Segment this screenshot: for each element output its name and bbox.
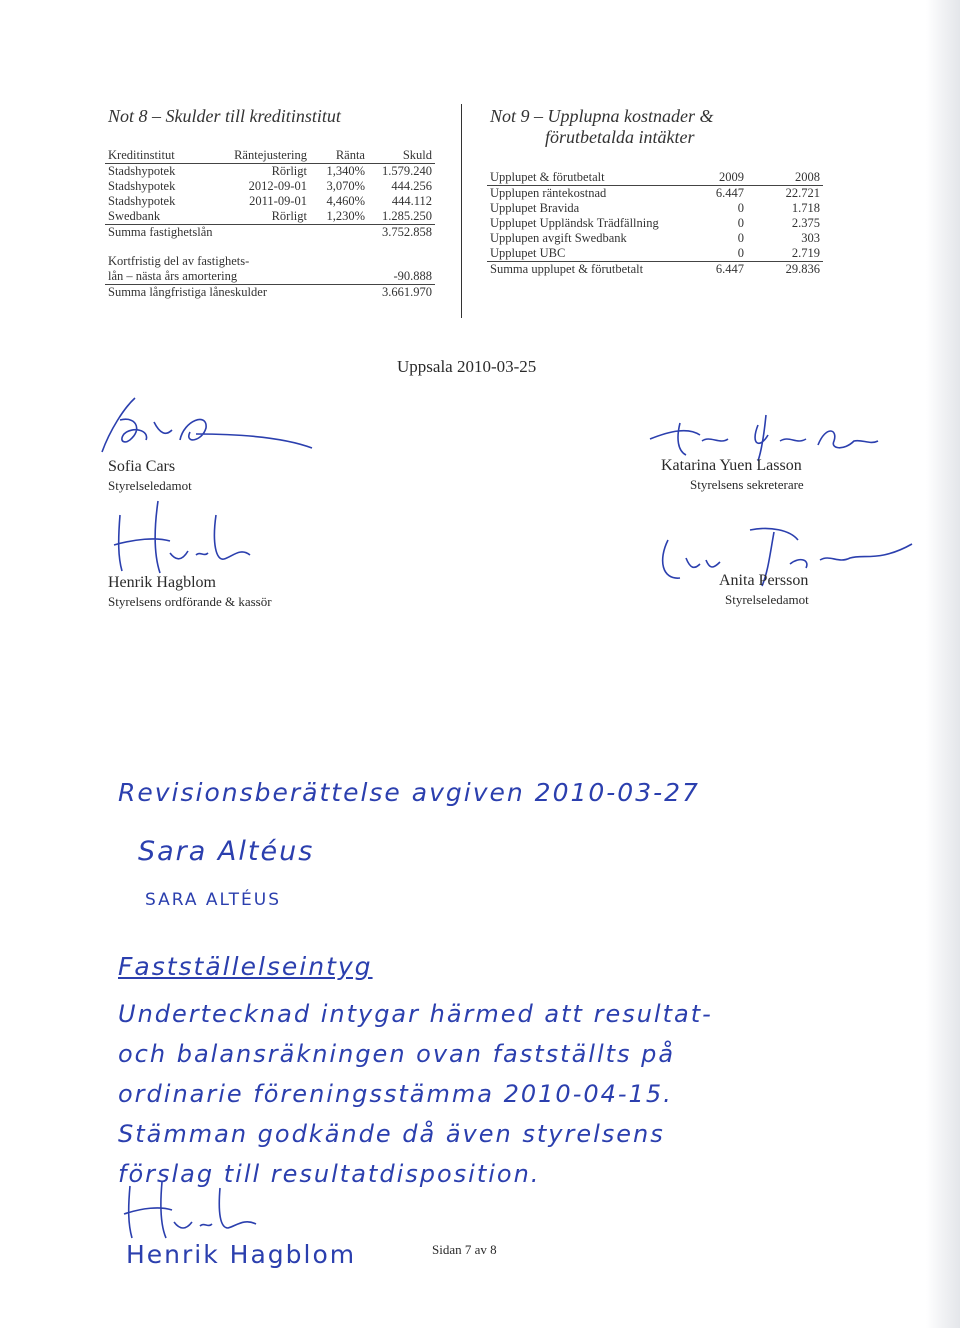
handwritten-auditor-print: SARA ALTÉUS: [145, 890, 282, 910]
handwritten-heading: Fastställelseintyg: [118, 952, 373, 981]
note9-sum-2008: 29.836: [747, 262, 823, 278]
note9-header-2008: 2008: [747, 170, 823, 186]
note8-cell: 1.579.240: [382, 164, 432, 178]
note9-cell: Upplupen avgift Swedbank: [490, 231, 627, 245]
page-edge-shadow: [926, 0, 960, 1328]
table-row: [105, 164, 435, 180]
note8-cell: 1,340%: [326, 164, 365, 178]
signature-sofia-cars: [80, 390, 320, 465]
note8-sum-row: [105, 225, 435, 241]
handwritten-body-line-1: Undertecknad intygar härmed att resultat-: [118, 1000, 713, 1028]
note9-header-row: [487, 170, 823, 186]
note8-cell: 4,460%: [326, 194, 365, 208]
note8-header-institut: Kreditinstitut: [105, 148, 215, 164]
note8-cell: 2011-09-01: [249, 194, 307, 208]
note9-cell: Upplupet Bravida: [490, 201, 580, 215]
note9-header-2009: 2009: [687, 170, 747, 186]
note8-title: Not 8 – Skulder till kreditinstitut: [108, 106, 341, 126]
note8-cell: Swedbank: [108, 209, 161, 223]
note9-cell: 22.721: [785, 186, 820, 200]
note9-cell: 0: [737, 216, 744, 230]
note8-sum-langfristiga-value: 3.661.970: [310, 285, 435, 301]
note8-cell: 1.285.250: [382, 209, 432, 223]
signatory-role-2: Styrelsens sekreterare: [690, 477, 804, 492]
note9-sum-2009: 6.447: [687, 262, 747, 278]
handwritten-body-line-5: förslag till resultatdisposition.: [118, 1160, 541, 1188]
note8-cell: 3,070%: [326, 179, 365, 193]
handwritten-final-name: Henrik Hagblom: [126, 1240, 357, 1269]
note8-header-row: [105, 148, 435, 164]
note8-cell: Rörligt: [271, 209, 307, 223]
note8-kortfristig-row-2: [105, 269, 435, 285]
table-row: [487, 216, 823, 231]
note9-cell: 6.447: [715, 186, 744, 200]
handwritten-body-line-4: Stämman godkände då även styrelsens: [118, 1120, 665, 1148]
table-row: [105, 194, 435, 209]
note9-cell: 2.375: [791, 216, 820, 230]
note8-langfristiga-row: [105, 285, 435, 301]
signatory-role-4: Styrelseledamot: [725, 592, 809, 607]
note8-sum-fastighetslan-value: 3.752.858: [310, 225, 435, 241]
note8-kortfristig-value: -90.888: [393, 269, 432, 283]
note8-header-skuld: Skuld: [368, 148, 435, 164]
note8-cell: 444.256: [391, 179, 432, 193]
table-row: [487, 201, 823, 216]
note9-cell: Upplupen räntekostnad: [490, 186, 607, 200]
note8-kortfristig-row-1: [105, 254, 435, 269]
note9-cell: 2.719: [791, 246, 820, 260]
note9-header-label: Upplupet & förutbetalt: [487, 170, 687, 186]
table-row: [487, 186, 823, 202]
signatory-name-3: Henrik Hagblom: [108, 574, 216, 591]
signature-henrik-hagblom: [100, 495, 280, 580]
note8-cell: 1,230%: [326, 209, 365, 223]
signatory-name-1: Sofia Cars: [108, 458, 176, 475]
handwritten-auditor-signature: Sara Altéus: [138, 836, 315, 867]
note8-cell: 2012-09-01: [248, 179, 307, 193]
note9-sum-label: Summa upplupet & förutbetalt: [487, 262, 687, 278]
signatory-name-2: Katarina Yuen Lasson: [661, 457, 802, 474]
table-row: [105, 179, 435, 194]
note9-title-line1: Not 9 – Upplupna kostnader &: [490, 106, 714, 126]
note8-cell: Stadshypotek: [108, 164, 176, 178]
note9-cell: 1.718: [791, 201, 820, 215]
note8-cell: Stadshypotek: [108, 194, 176, 208]
note8-header-rantejustering: Räntejustering: [215, 148, 310, 164]
note8-cell: Rörligt: [271, 164, 307, 178]
note8-table: [105, 148, 435, 300]
note8-sum-langfristiga-label: Summa långfristiga låneskulder: [105, 285, 310, 301]
note8-cell: Stadshypotek: [108, 179, 176, 193]
note8-kortfristig-label-2: lån – nästa års amortering: [108, 269, 238, 283]
note9-sum-row: [487, 262, 823, 278]
signatory-role-3: Styrelsens ordförande & kassör: [108, 594, 272, 609]
note8-header-ranta: Ränta: [310, 148, 368, 164]
note8-kortfristig-label-1: Kortfristig del av fastighets-: [108, 254, 250, 268]
note9-title-line2: förutbetalda intäkter: [545, 127, 695, 147]
note8-sum-fastighetslan-label: Summa fastighetslån: [105, 225, 310, 241]
signature-katarina-yuen-lasson: [640, 405, 880, 465]
note9-cell: 303: [801, 231, 820, 245]
note9-cell: 0: [737, 201, 744, 215]
handwritten-body-line-2: och balansräkningen ovan fastställts på: [118, 1040, 676, 1068]
note9-cell: 0: [737, 246, 744, 260]
note8-cell: 444.112: [391, 194, 432, 208]
note9-cell: 0: [737, 231, 744, 245]
table-row: [105, 209, 435, 225]
place-date: Uppsala 2010-03-25: [397, 357, 537, 376]
signatory-role-1: Styrelseledamot: [108, 478, 192, 493]
note9-cell: Upplupet Uppländsk Trädfällning: [490, 216, 659, 230]
handwritten-body-line-3: ordinarie föreningsstämma 2010-04-15.: [118, 1080, 673, 1108]
note9-table: [487, 170, 823, 277]
table-row: [487, 231, 823, 246]
page-footer: Sidan 7 av 8: [432, 1242, 497, 1257]
table-row: [487, 246, 823, 262]
column-divider: [461, 104, 462, 318]
handwritten-revision-line: Revisionsberättelse avgiven 2010-03-27: [118, 778, 700, 807]
signatory-name-4: Anita Persson: [719, 572, 809, 589]
note9-cell: Upplupet UBC: [490, 246, 566, 260]
handwritten-final-signature: [110, 1178, 280, 1240]
